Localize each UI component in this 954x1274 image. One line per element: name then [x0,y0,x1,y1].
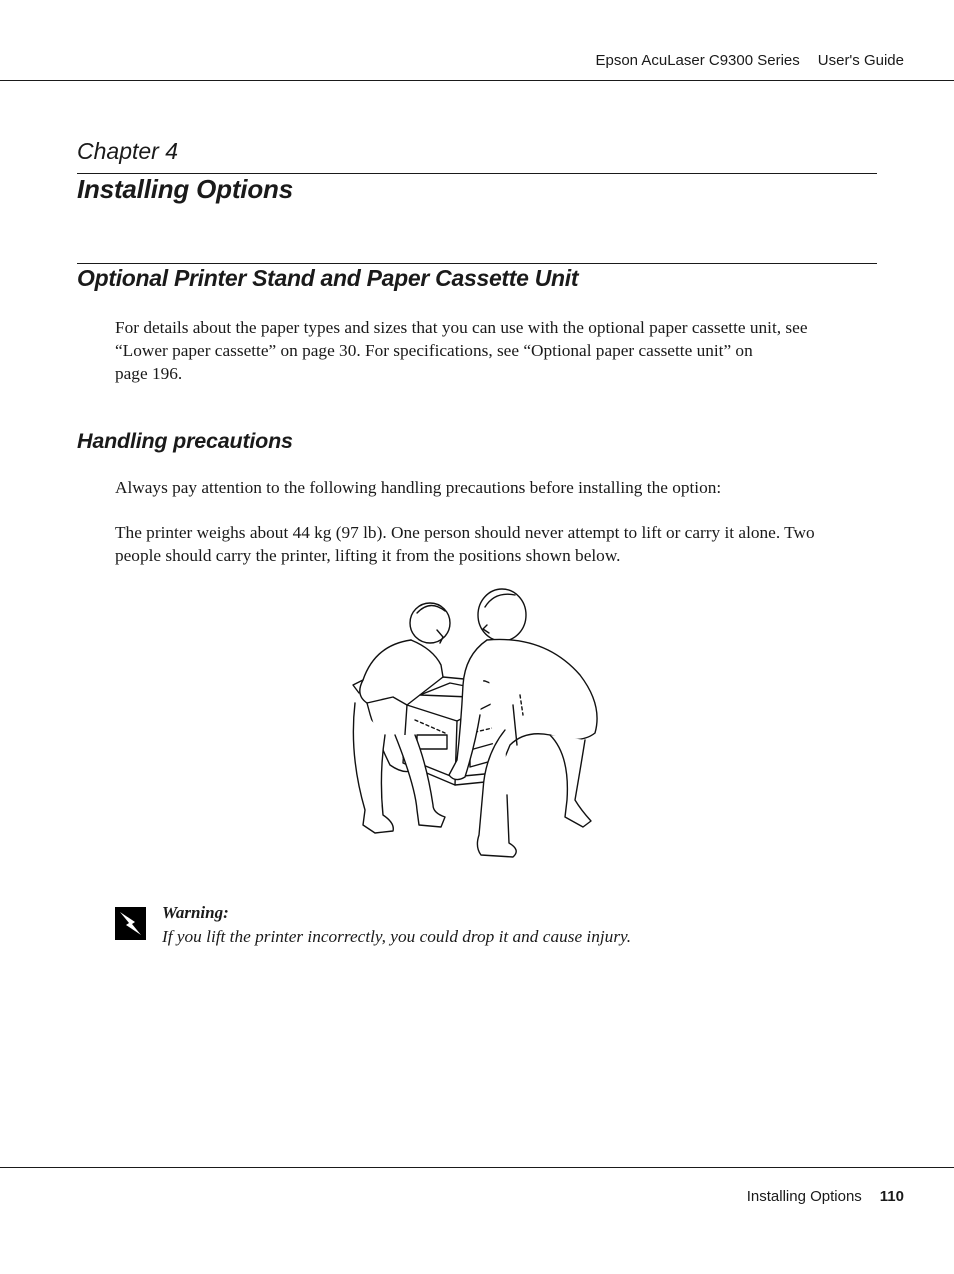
intro-line: For details about the paper types and sizes that you can use with the optional paper cassette unit, see [115,318,808,337]
running-header [595,52,904,69]
intro-line: page 196. [115,364,183,383]
section-title: Optional Printer Stand and Paper Cassette Unit [77,265,579,291]
weight-line: The printer weighs about 44 kg (97 lb). One person should never attempt to lift or carry it alone. Two [115,523,815,542]
section-rule [77,263,877,264]
subsection-title: Handling precautions [77,429,293,453]
footer-section: Installing Options [746,1188,862,1205]
footer-rule [0,1167,954,1168]
chapter-label: Chapter 4 [77,138,179,164]
two-people-lifting-printer-illustration [345,585,610,875]
intro-line: “Lower paper cassette” on page 30. For specifications, see “Optional paper cassette unit” on [115,341,753,360]
weight-line: people should carry the printer, lifting it from the positions shown below. [115,546,621,565]
running-footer [747,1188,904,1205]
warning-text: If you lift the printer incorrectly, you could drop it and cause injury. [162,927,632,946]
warning-icon [115,907,146,940]
intro-paragraph [115,316,880,385]
weight-paragraph [115,521,880,567]
chapter-title: Installing Options [77,174,293,204]
warning-label: Warning: [162,903,229,922]
precaution-paragraph: Always pay attention to the following handling precautions before installing the option: [115,478,722,497]
page-number: 110 [879,1188,904,1205]
header-product: Epson AcuLaser C9300 Series [595,52,800,69]
header-rule [0,80,954,81]
header-guide: User's Guide [817,52,904,69]
